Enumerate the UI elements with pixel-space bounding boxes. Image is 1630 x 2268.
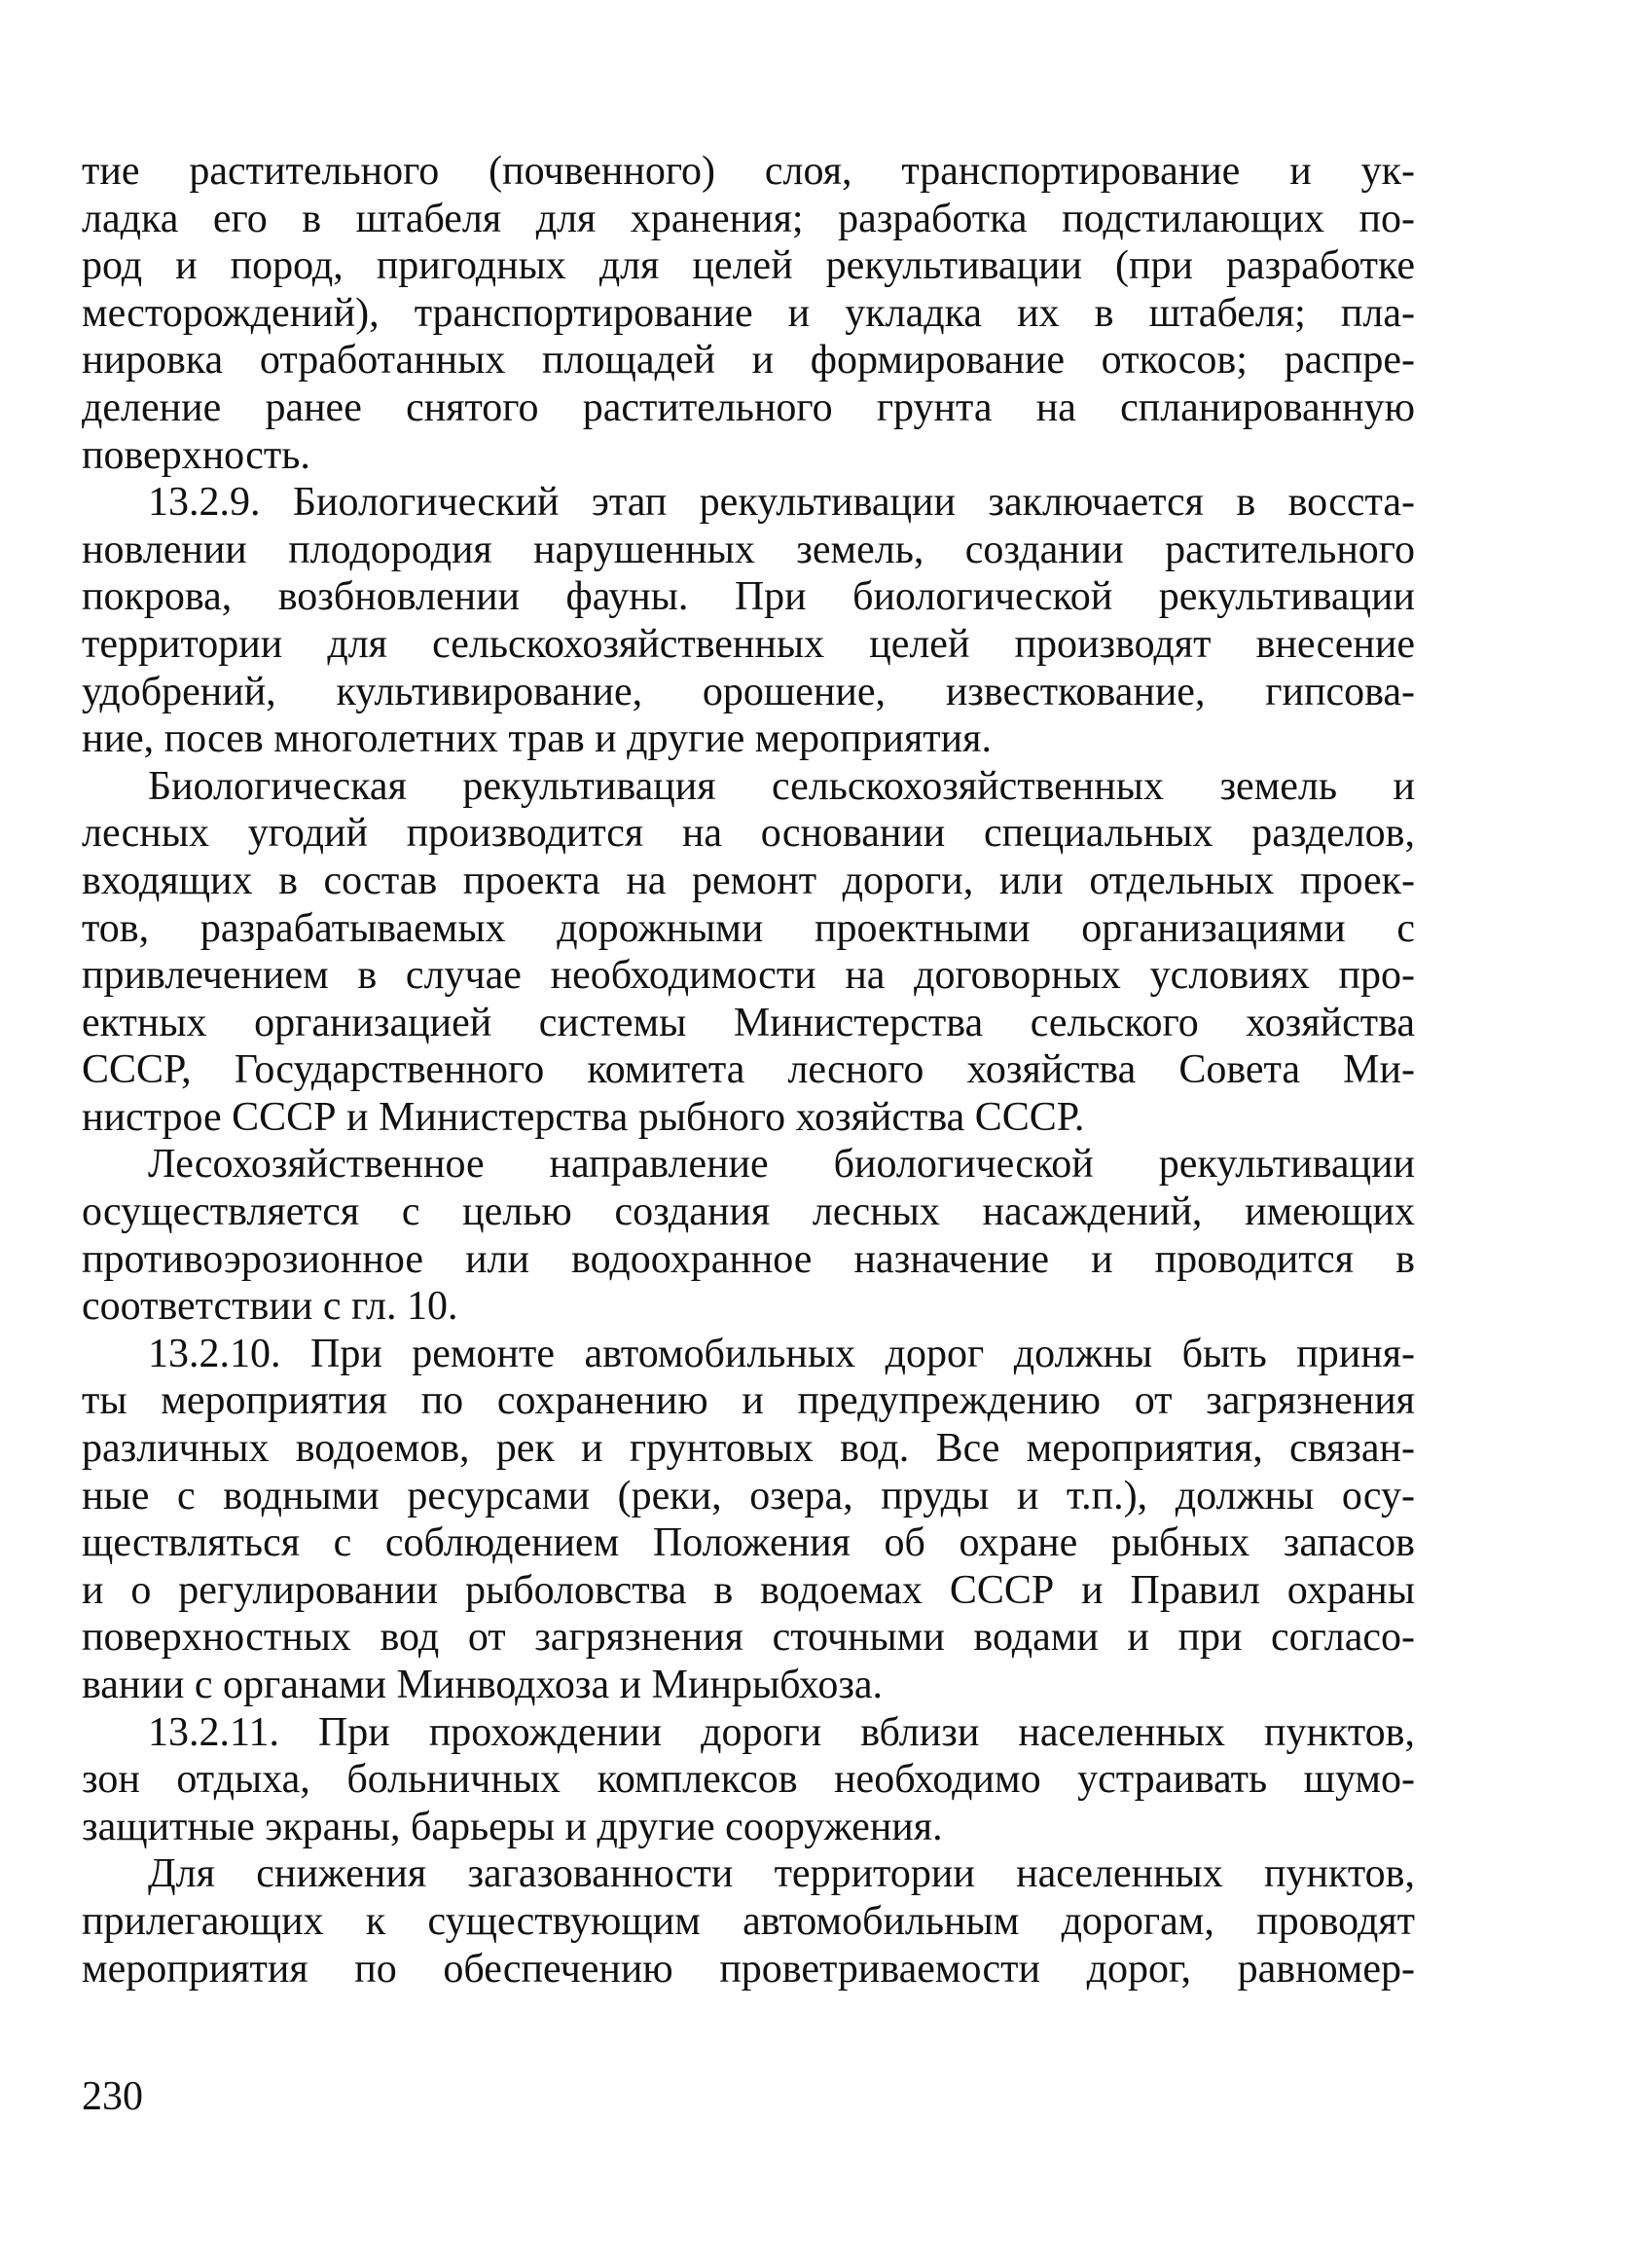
text-line: ектных организацией системы Министерства сельского хозяйства — [82, 1000, 1415, 1045]
text-line: нистрое СССР и Министерства рыбного хозяйства СССР. — [82, 1094, 1085, 1140]
text-line: 13.2.9. Биологический этап рекультивации заключается в восста- — [148, 480, 1415, 526]
text-line: ные с водными ресурсами (реки, озера, пруды и т.п.), должны осу- — [82, 1473, 1415, 1518]
text-line: СССР, Государственного комитета лесного хозяйства Совета Ми- — [82, 1047, 1415, 1093]
text-line: противоэрозионное или водоохранное назначение и проводится в — [82, 1236, 1415, 1282]
text-line: осуществляется с целью создания лесных насаждений, имеющих — [82, 1189, 1415, 1235]
text-line: мероприятия по обеспечению проветриваемости дорог, равномер- — [82, 1946, 1415, 1992]
text-line: и о регулировании рыболовства в водоемах СССР и Правил охраны — [82, 1567, 1415, 1613]
text-line: различных водоемов, рек и грунтовых вод. Все мероприятия, связан- — [82, 1426, 1415, 1472]
text-line: привлечением в случае необходимости на договорных условиях про- — [82, 953, 1415, 999]
text-line: территории для сельскохозяйственных целей производят внесение — [82, 621, 1415, 667]
paragraph — [82, 1331, 1415, 1709]
page-body — [82, 148, 1415, 1993]
page-number: 230 — [82, 2074, 143, 2119]
text-line: Лесохозяйственное направление биологической рекультивации — [148, 1142, 1415, 1188]
paragraph — [82, 1709, 1415, 1851]
text-line: род и пород, пригодных для целей рекультивации (при разработке — [82, 243, 1415, 289]
text-line: ние, посев многолетних трав и другие мероприятия. — [82, 716, 992, 762]
text-line: тов, разрабатываемых дорожными проектными организациями с — [82, 905, 1415, 951]
text-line: Для снижения загазованности территории населенных пунктов, — [148, 1851, 1415, 1897]
text-line: удобрений, культивирование, орошение, известкование, гипсова- — [82, 669, 1415, 714]
text-line: ществляться с соблюдением Положения об охране рыбных запасов — [82, 1520, 1415, 1566]
text-line: прилегающих к существующим автомобильным дорогам, проводят — [82, 1898, 1415, 1944]
text-line: лесных угодий производится на основании специальных разделов, — [82, 811, 1415, 857]
text-line: Биологическая рекультивация сельскохозяйственных земель и — [148, 763, 1415, 809]
paragraph — [82, 1141, 1415, 1330]
text-line: поверхностных вод от загрязнения сточными водами и при согласо- — [82, 1615, 1415, 1661]
paragraph — [82, 479, 1415, 763]
text-line: защитные экраны, барьеры и другие сооружения. — [82, 1804, 943, 1849]
text-line: вании с органами Минводхоза и Минрыбхоза. — [82, 1663, 884, 1707]
text-line: ладка его в штабеля для хранения; разработка подстилающих по- — [82, 196, 1415, 241]
paragraph — [82, 1850, 1415, 1993]
text-line: 13.2.11. При прохождении дороги вблизи населенных пунктов, — [148, 1709, 1415, 1755]
text-line: нировка отработанных площадей и формирование откосов; распре- — [82, 338, 1415, 384]
text-line: поверхность. — [82, 432, 310, 478]
paragraph — [82, 763, 1415, 1142]
text-line: входящих в состав проекта на ремонт дороги, или отдельных проек- — [82, 858, 1415, 903]
paragraph — [82, 148, 1415, 479]
text-line: новлении плодородия нарушенных земель, создании растительного — [82, 527, 1415, 572]
text-line: соответствии с гл. 10. — [82, 1284, 458, 1330]
text-line: деление ранее снятого растительного грунта на спланированную — [82, 384, 1415, 430]
text-line: 13.2.10. При ремонте автомобильных дорог должны быть приня- — [148, 1331, 1415, 1376]
text-line: месторождений), транспортирование и укладка их в штабеля; пла- — [82, 290, 1415, 336]
text-line: зон отдыха, больничных комплексов необходимо устраивать шумо- — [82, 1757, 1415, 1803]
text-line: покрова, возбновлении фауны. При биологической рекультивации — [82, 574, 1415, 620]
text-line: ты мероприятия по сохранению и предупреждению от загрязнения — [82, 1378, 1415, 1424]
text-line: тие растительного (почвенного) слоя, транспортирование и ук- — [82, 149, 1415, 194]
